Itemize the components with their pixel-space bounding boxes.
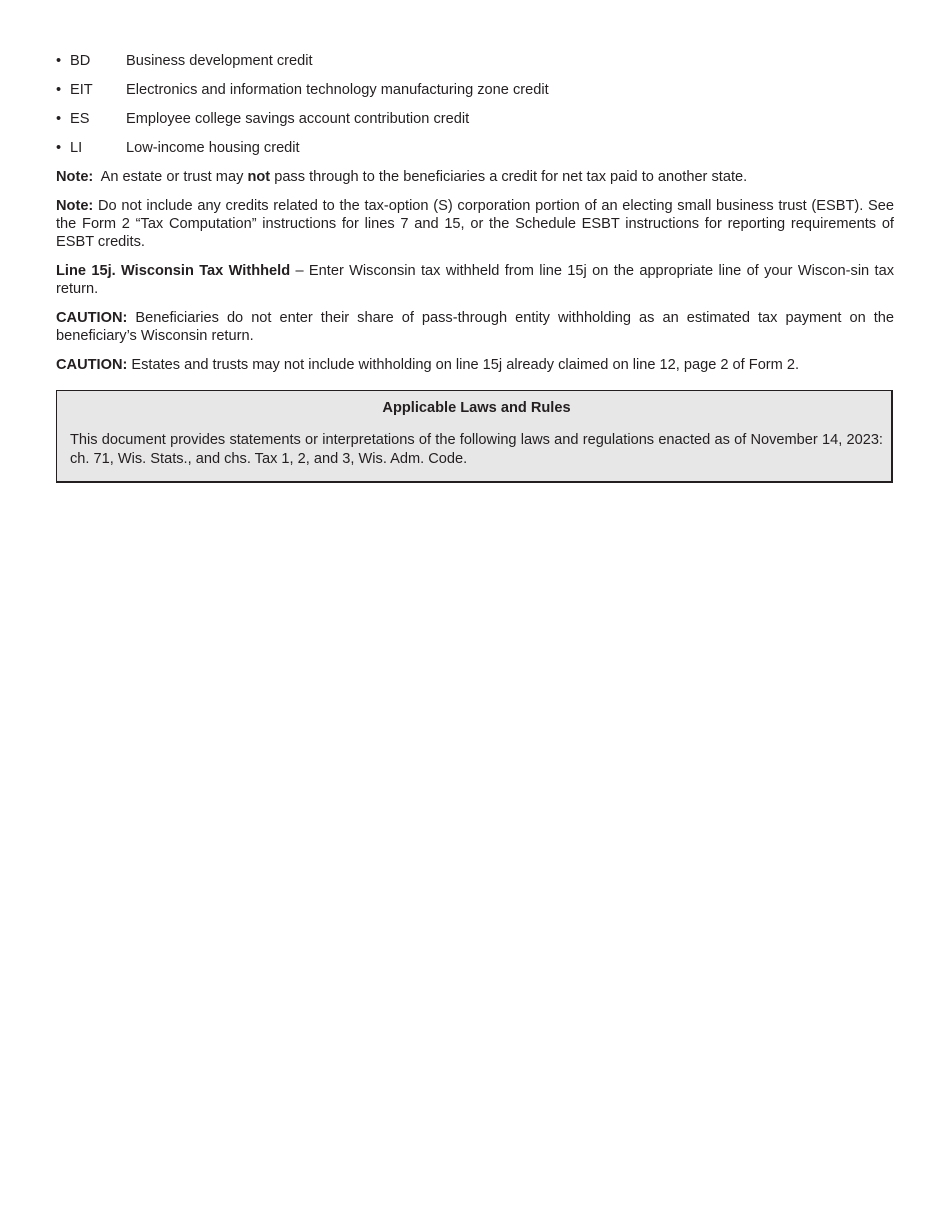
credit-description: Business development credit [126, 53, 313, 69]
caution-text: Beneficiaries do not enter their share of pass-through entity withholding as an estimated tax payment on the beneficiary’s Wisconsin return. [56, 310, 895, 344]
laws-box-title: Applicable Laws and Rules [382, 400, 571, 416]
line-15j-text: – Enter Wisconsin tax withheld from line 15j on the appropriate line of your Wiscon-sin tax return. [56, 263, 894, 297]
note-estate-trust [56, 168, 894, 186]
line-15j-heading: Line 15j. Wisconsin Tax Withheld [56, 263, 291, 279]
credit-list [56, 52, 894, 157]
page-content [56, 52, 894, 483]
caution-label: CAUTION: [56, 310, 128, 326]
bullet-icon: • [56, 82, 62, 98]
note-text-before: An estate or trust may [100, 169, 244, 185]
laws-box-text: This document provides statements or interpretations of the following laws and regulations enacted as of November 14, 2023: ch. 71, Wis. Stats., and chs. Tax 1, 2, and 3, Wis. Adm. Code. [70, 432, 883, 467]
note-label: Note: [56, 198, 94, 214]
credit-code: ES [70, 111, 90, 127]
credit-description: Electronics and information technology manufacturing zone credit [126, 82, 549, 98]
bullet-icon: • [56, 140, 62, 156]
list-item [56, 52, 894, 70]
note-emphasis: not [247, 169, 271, 185]
applicable-laws-box [56, 390, 893, 483]
credit-code: EIT [70, 82, 93, 98]
list-item [56, 110, 894, 128]
list-item [56, 81, 894, 99]
credit-description: Employee college savings account contribution credit [126, 111, 470, 127]
note-label: Note: [56, 169, 94, 185]
credit-description: Low-income housing credit [126, 140, 300, 156]
line-15j-instructions [56, 262, 894, 298]
credit-code: LI [70, 140, 83, 156]
note-text: Do not include any credits related to the tax-option (S) corporation portion of an electing small business trust (ESBT). See the Form 2 “Tax Computation” instructions for lines 7 and 15, or the Schedule ESBT instructions for reporting requirements of ESBT credits. [56, 198, 894, 250]
note-text-after: pass through to the beneficiaries a credit for net tax paid to another state. [274, 169, 748, 185]
caution-estates-trusts [56, 356, 894, 374]
caution-beneficiaries [56, 309, 894, 345]
bullet-icon: • [56, 111, 62, 127]
caution-text: Estates and trusts may not include withholding on line 15j already claimed on line 12, page 2 of Form 2. [131, 357, 800, 373]
credit-code: BD [70, 53, 91, 69]
caution-label: CAUTION: [56, 357, 128, 373]
list-item [56, 139, 894, 157]
bullet-icon: • [56, 53, 62, 69]
note-esbt [56, 197, 894, 251]
